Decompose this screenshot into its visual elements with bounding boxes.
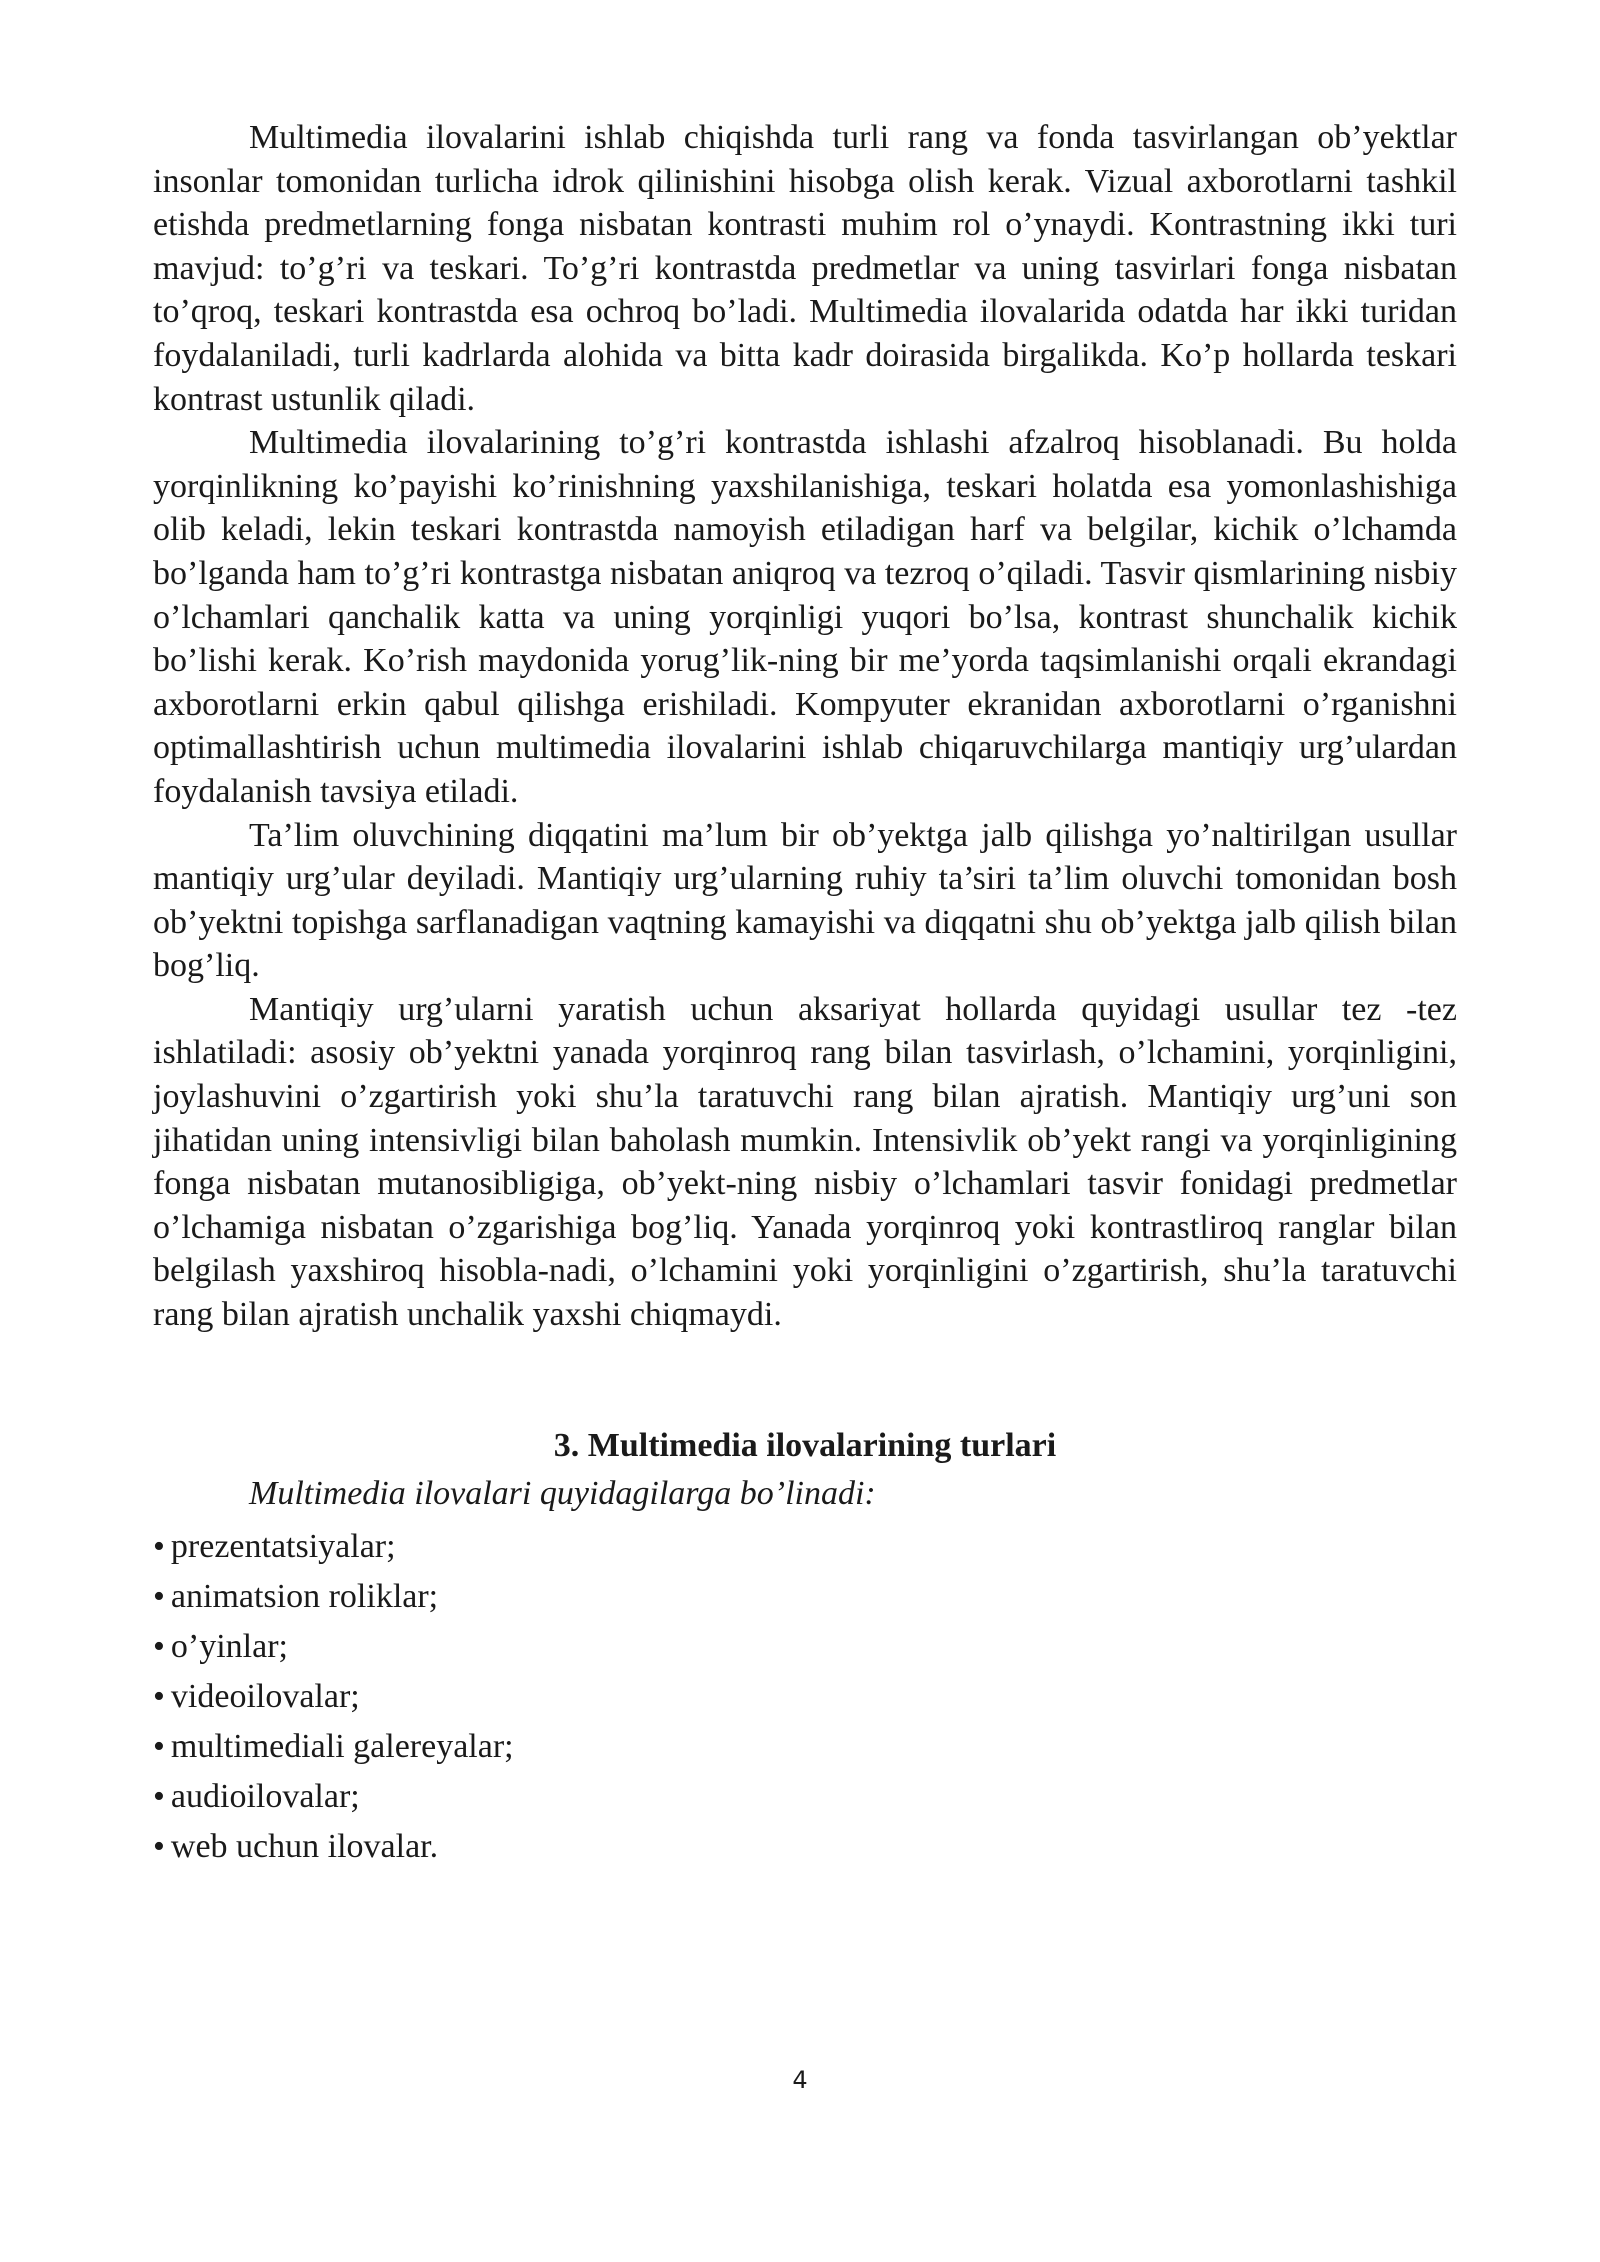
- section-title: 3. Multimedia ilovalarining turlari: [553, 1426, 1057, 1464]
- bullet-icon: •: [153, 1677, 165, 1715]
- list-item-text: animatsion roliklar;: [170, 1577, 439, 1615]
- list-item-text: audioilovalar;: [170, 1777, 360, 1815]
- section-multimedia-types: [153, 1424, 1457, 1872]
- list-item-text: web uchun ilovalar.: [170, 1827, 439, 1865]
- bullet-icon: •: [153, 1577, 165, 1615]
- list-item: [153, 1672, 1457, 1722]
- paragraph-logical-accents: Ta’lim oluvchining diqqatini ma’lum bir ob’yektga jalb qilishga yo’naltirilgan usullar mantiqiy urg’ular deyiladi. Mantiqiy urg’ularning ruhiy ta’siri ta’lim oluvchi tomonidan bosh ob’yektni topishga sarflanadigan vaqtning kamayishi va diqqatni shu ob’yektga jalb qilish bilan bog’liq.: [153, 816, 1457, 985]
- paragraph-accent-methods: Mantiqiy urg’ularni yaratish uchun aksariyat hollarda quyidagi usullar tez -tez ishlatiladi: asosiy ob’yektni yanada yorqinroq rang bilan tasvirlash, o’lchamini, yorqinligini, joylashuvini o’zgartirish yoki shu’la taratuvchi rang bilan ajratish. Mantiqiy urg’uni son jihatidan uning intensivligi bilan baholash mumkin. Intensivlik ob’yekt rangi va yorqinligining fonga nisbatan mutanosibligiga, ob’yekt-ning nisbiy o’lchamlari tasvir fonidagi predmetlar o’lchamiga nisbatan o’zgarishiga bog’liq. Yanada yorqinroq yoki kontrastliroq ranglar bilan belgilash yaxshiroq hisobla-nadi, o’lchamini yoki yorqinligini o’zgartirish, shu’la taratuvchi rang bilan ajratish unchalik yaxshi chiqmaydi.: [153, 990, 1457, 1334]
- bullet-icon: •: [153, 1627, 165, 1665]
- paragraph-direct-contrast: Multimedia ilovalarining to’g’ri kontrastda ishlashi afzalroq hisoblanadi. Bu holda yorqinlikning ko’payishi ko’rinishning yaxshilanishiga, teskari holatda esa yomonlashishiga olib keladi, lekin teskari kontrastda namoyish etiladigan harf va belgilar, kichik o’lchamda bo’lganda ham to’g’ri kontrastga nisbatan aniqroq va tezroq o’qiladi. Tasvir qismlarining nisbiy o’lchamlari qanchalik katta va uning yorqinligi yuqori bo’lsa, kontrast shunchalik kichik bo’lishi kerak. Ko’rish maydonida yorug’lik-ning bir me’yorda taqsimlanishi orqali ekrandagi axborotlarni erkin qabul qilishga erishiladi. Kompyuter ekranidan axborotlarni o’rganishni optimallashtirish uchun multimedia ilovalarini ishlab chiqaruvchilarga mantiqiy urg’ulardan foydalanish tavsiya etiladi.: [153, 424, 1457, 810]
- page-number: 4: [792, 2066, 808, 2094]
- list-item-text: multimediali galereyalar;: [170, 1727, 514, 1765]
- list-item: [153, 1722, 1457, 1772]
- bullet-icon: •: [153, 1727, 165, 1765]
- list-item-text: o’yinlar;: [170, 1627, 288, 1665]
- bullet-icon: •: [153, 1777, 165, 1815]
- section-intro: Multimedia ilovalari quyidagilarga bo’linadi:: [249, 1474, 876, 1512]
- list-item-text: prezentatsiyalar;: [170, 1527, 396, 1565]
- list-item: [153, 1522, 1457, 1572]
- list-item: [153, 1772, 1457, 1822]
- page-content: [153, 116, 1457, 1872]
- list-item: [153, 1622, 1457, 1672]
- list-item: [153, 1572, 1457, 1622]
- paragraph-contrast-intro: Multimedia ilovalarini ishlab chiqishda turli rang va fonda tasvirlangan ob’yektlar insonlar tomonidan turlicha idrok qilinishini hisobga olish kerak. Vizual axborotlarni tashkil etishda predmetlarning fonga nisbatan kontrasti muhim rol o’ynaydi. Kontrastning ikki turi mavjud: to’g’ri va teskari. To’g’ri kontrastda predmetlar va uning tasvirlari fonga nisbatan to’qroq, teskari kontrastda esa ochroq bo’ladi. Multimedia ilovalarida odatda har ikki turidan foydalaniladi, turli kadrlarda alohida va bitta kadr doirasida birgalikda. Ko’p hollarda teskari kontrast ustunlik qiladi.: [153, 119, 1457, 418]
- list-item: [153, 1822, 1457, 1872]
- bullet-icon: •: [153, 1827, 165, 1865]
- bullet-icon: •: [153, 1527, 165, 1565]
- types-list: [153, 1522, 1457, 1872]
- list-item-text: videoilovalar;: [170, 1677, 360, 1715]
